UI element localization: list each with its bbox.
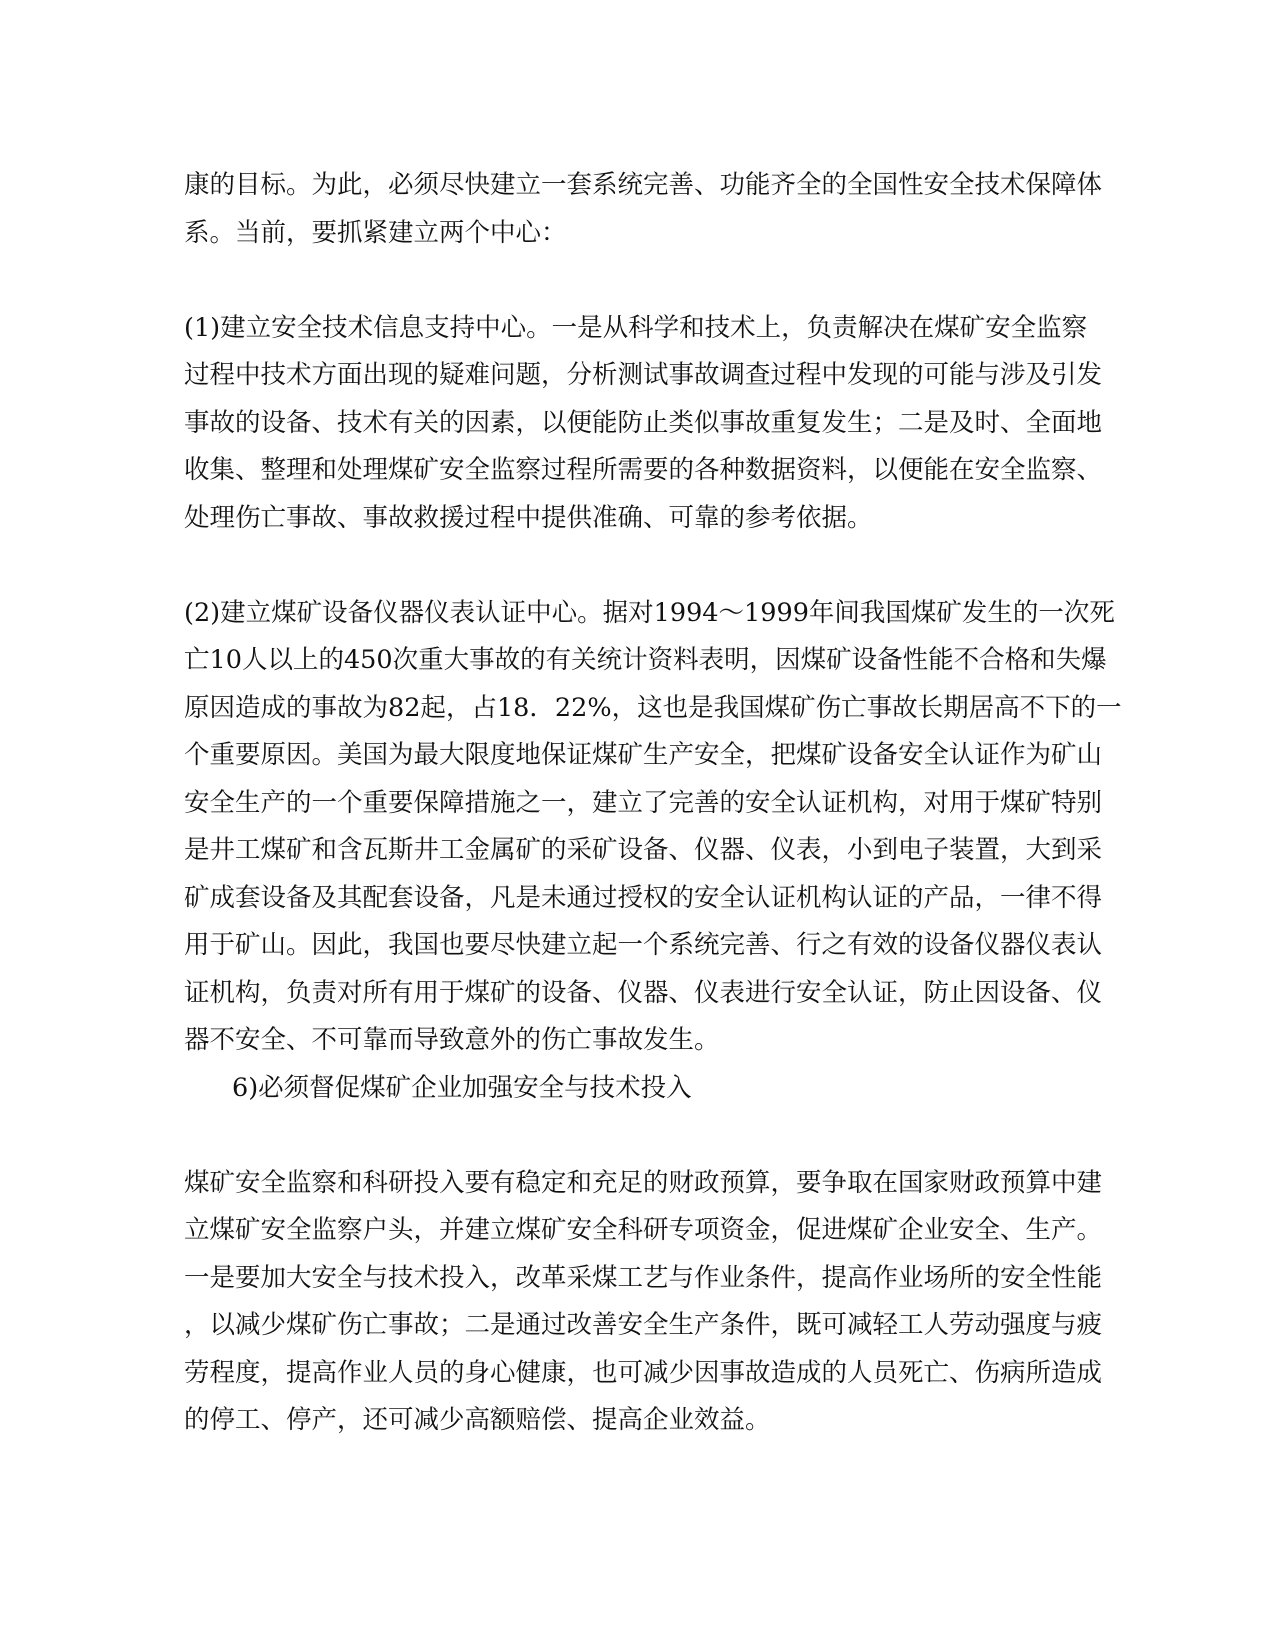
text-line: 器不安全、不可靠而导致意外的伤亡事故发生。 xyxy=(184,1025,720,1055)
text-line: 处理伤亡事故、事故救援过程中提供准确、可靠的参考依据。 xyxy=(184,502,873,533)
section-heading: 6)必须督促煤矿企业加强安全与技术投入 xyxy=(232,1072,692,1103)
text-line: 亡10人以上的450次重大事故的有关统计资料表明，因煤矿设备性能不合格和失爆 xyxy=(184,645,1107,675)
text-line: 一是要加大安全与技术投入，改革采煤工艺与作业条件，提高作业场所的安全性能 xyxy=(184,1262,1103,1293)
paragraph-gap xyxy=(184,1112,1080,1160)
text-line: 安全生产的一个重要保障措施之一，建立了完善的安全认证机构，对用于煤矿特别 xyxy=(184,787,1103,818)
text-line: 立煤矿安全监察户头，并建立煤矿安全科研专项资金，促进煤矿企业安全、生产。 xyxy=(184,1215,1103,1245)
text-line: 事故的设备、技术有关的因素，以便能防止类似事故重复发生；二是及时、全面地 xyxy=(184,407,1103,438)
text-line: 康的目标。为此，必须尽快建立一套系统完善、功能齐全的全国性安全技术保障体 xyxy=(184,170,1103,200)
text-line: 劳程度，提高作业人员的身心健康，也可减少因事故造成的人员死亡、伤病所造成 xyxy=(184,1357,1103,1388)
text-line: (2)建立煤矿设备仪器仪表认证中心。据对1994～1999年间我国煤矿发生的一次死 xyxy=(184,597,1115,628)
text-line: 证机构，负责对所有用于煤矿的设备、仪器、仪表进行安全认证，防止因设备、仪 xyxy=(184,977,1103,1008)
text-line: (1)建立安全技术信息支持中心。一是从科学和技术上，负责解决在煤矿安全监察 xyxy=(184,312,1088,343)
text-line: 收集、整理和处理煤矿安全监察过程所需要的各种数据资料，以便能在安全监察、 xyxy=(184,455,1103,485)
text-line: 的停工、停产，还可减少高额赔偿、提高企业效益。 xyxy=(184,1405,771,1435)
text-line: 煤矿安全监察和科研投入要有稳定和充足的财政预算，要争取在国家财政预算中建 xyxy=(184,1167,1103,1198)
text-line: 是井工煤矿和含瓦斯井工金属矿的采矿设备、仪器、仪表，小到电子装置，大到采 xyxy=(184,835,1103,865)
text-line: 系。当前，要抓紧建立两个中心： xyxy=(184,217,567,248)
document-body xyxy=(184,162,1122,1445)
text-line: 原因造成的事故为82起，占18．22%，这也是我国煤矿伤亡事故长期居高不下的一 xyxy=(184,692,1122,723)
paragraph-gap xyxy=(184,542,1080,590)
text-line: 个重要原因。美国为最大限度地保证煤矿生产安全，把煤矿设备安全认证作为矿山 xyxy=(184,740,1103,770)
text-line: 矿成套设备及其配套设备，凡是未通过授权的安全认证机构认证的产品，一律不得 xyxy=(184,882,1103,913)
text-line: ，以减少煤矿伤亡事故；二是通过改善安全生产条件，既可减轻工人劳动强度与疲 xyxy=(184,1310,1103,1340)
paragraph-gap xyxy=(184,257,1080,305)
text-line: 过程中技术方面出现的疑难问题，分析测试事故调查过程中发现的可能与涉及引发 xyxy=(184,360,1103,390)
text-line: 用于矿山。因此，我国也要尽快建立起一个系统完善、行之有效的设备仪器仪表认 xyxy=(184,930,1103,960)
